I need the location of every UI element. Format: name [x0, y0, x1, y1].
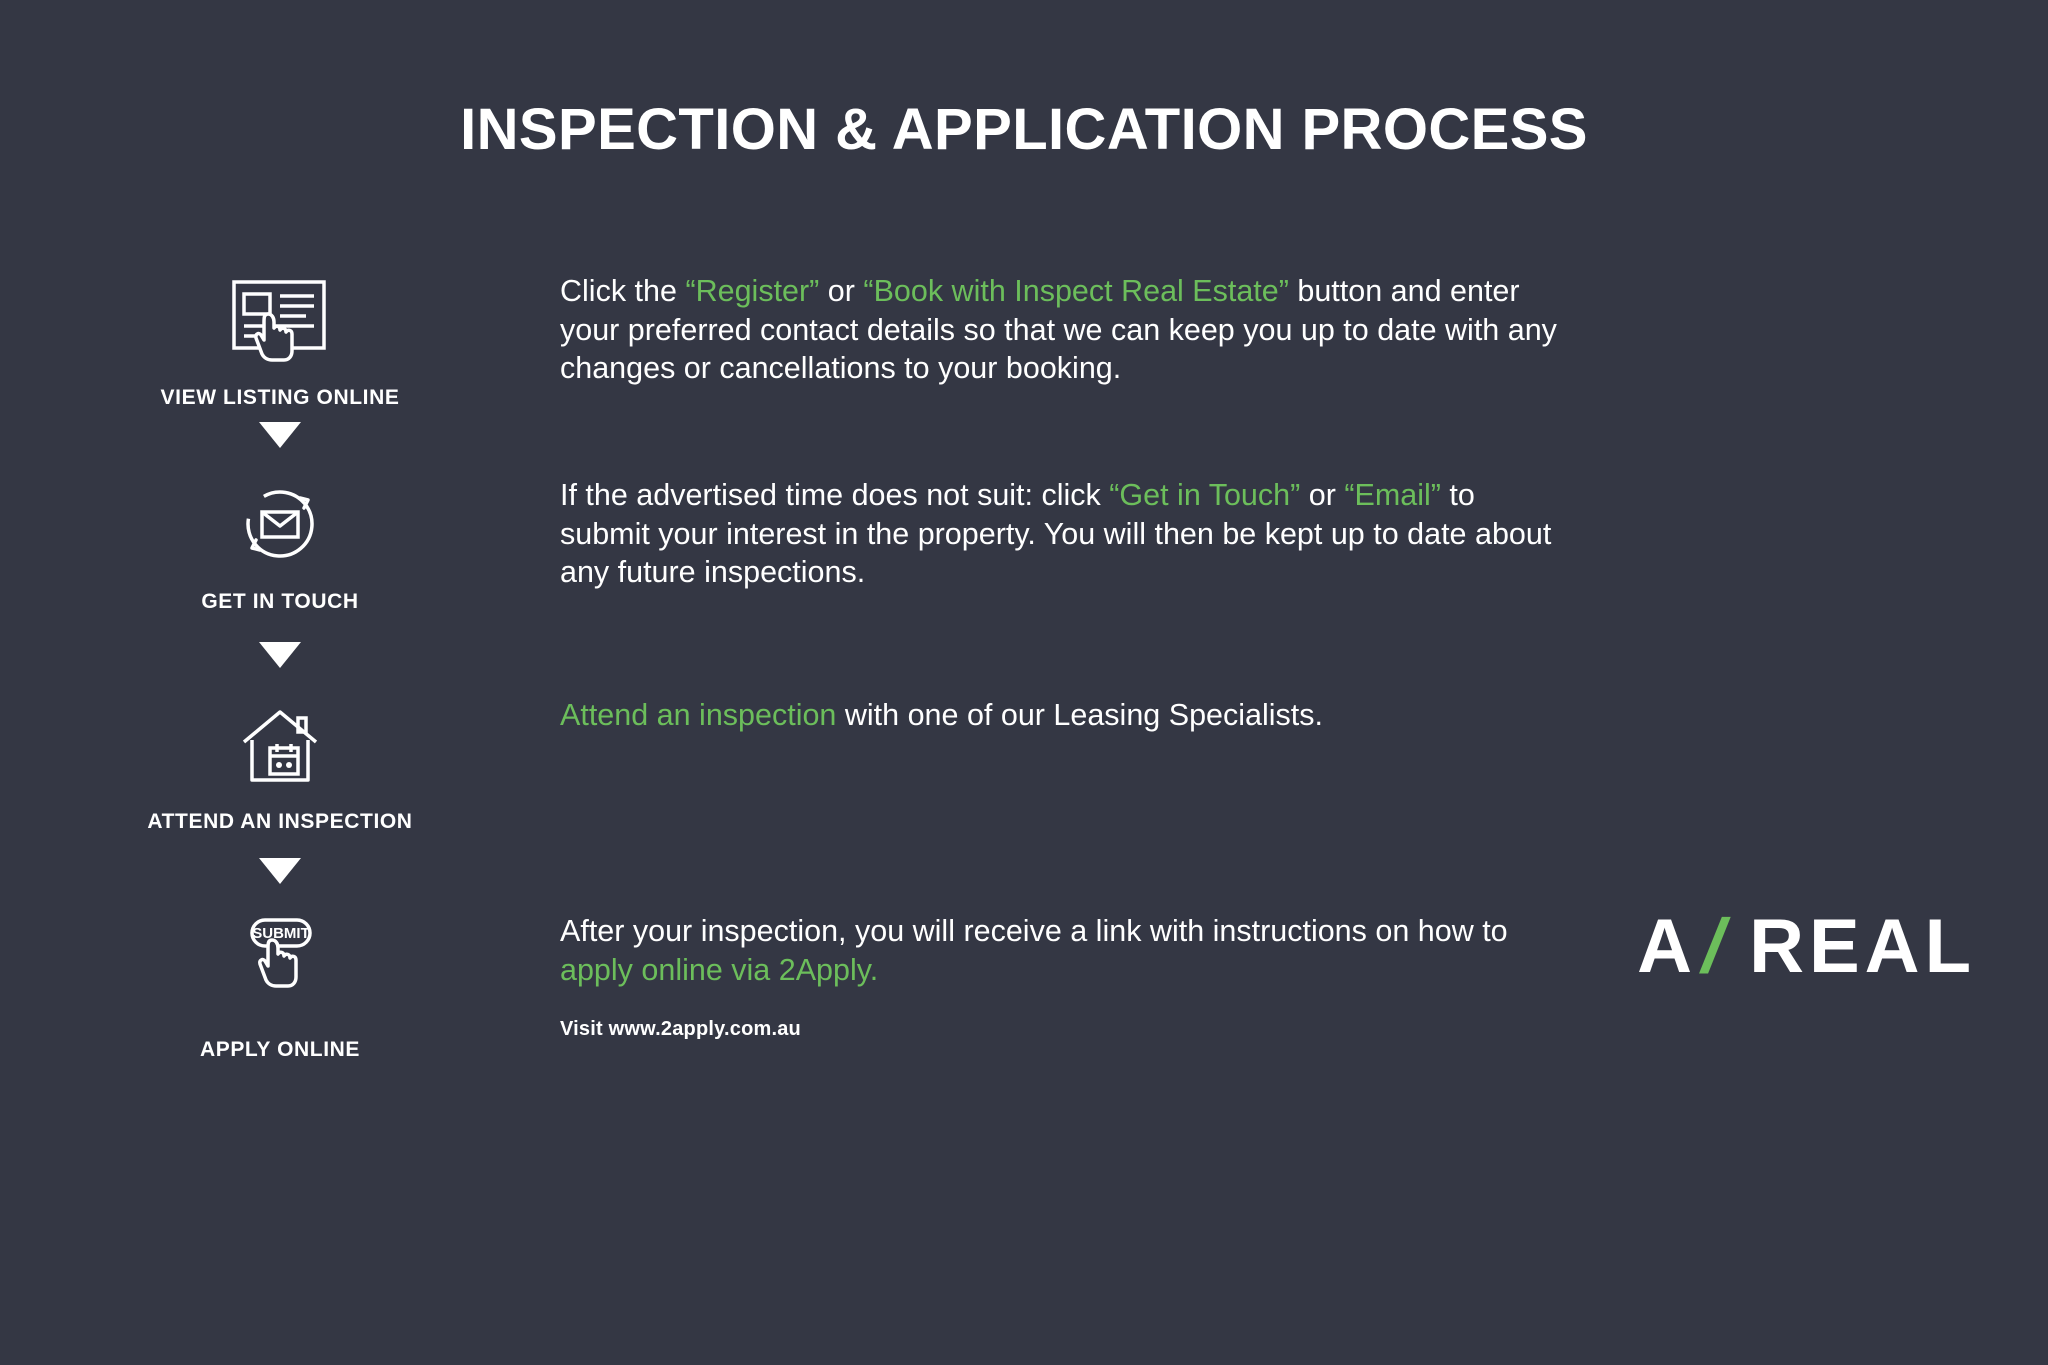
step-4-label: APPLY ONLINE [199, 1038, 361, 1061]
step-3-arrow-wrap [0, 858, 560, 884]
step-2-text [560, 476, 1680, 592]
logo-word-real: REAL [1749, 904, 1976, 989]
step-3-label: ATTEND AN INSPECTION [147, 810, 413, 833]
down-arrow-icon [259, 422, 301, 448]
step-1-part-1: “Register” [685, 274, 820, 308]
step-1-part-0: Click the [560, 274, 686, 308]
step-4-part-1: apply online via 2Apply. [560, 952, 879, 987]
step-1-part-3: “Book with Inspect Real Estate” [863, 274, 1289, 308]
step-attend-an-inspection [0, 696, 2048, 884]
down-arrow-icon [259, 858, 301, 884]
step-2-part-4: to submit your interest in the property. You will then be kept up to date about any future inspections. [560, 478, 1552, 590]
step-2-part-0: If the advertised time does not suit: click [560, 478, 1110, 512]
step-3-text [560, 696, 1680, 735]
step-1-part-4: button and enter your preferred contact details so that we can keep you up to date with any changes or cancellations to your booking. [560, 274, 1557, 386]
page-title: INSPECTION & APPLICATION PROCESS [460, 97, 1588, 162]
step-3-part-0: Attend an inspection [560, 698, 837, 732]
svg-text:SUBMIT: SUBMIT [252, 925, 310, 942]
brand-logo [1637, 903, 1976, 990]
envelope-refresh-icon [220, 476, 340, 576]
house-calendar-icon [220, 696, 340, 796]
submit-button-cursor-icon [220, 912, 340, 1024]
step-3-part-1: with one of our Leasing Specialists. [836, 698, 1323, 732]
step-1-icon-column [0, 272, 560, 410]
step-2-part-2: or [1300, 478, 1345, 512]
step-2-arrow-wrap [0, 642, 560, 668]
step-1-arrow-wrap [0, 422, 560, 448]
step-4-part-0: After your inspection, you will receive a link with instructions on how to [560, 914, 1508, 948]
step-2-part-3: “Email” [1344, 478, 1441, 512]
step-2-label: GET IN TOUCH [201, 590, 359, 613]
visit-note: Visit www.2apply.com.au [560, 1018, 801, 1041]
logo-letter-a: A [1637, 904, 1694, 989]
logo-slash: / [1694, 904, 1737, 989]
step-4-text [560, 912, 1680, 1043]
step-2-part-1: “Get in Touch” [1109, 478, 1301, 512]
step-view-listing-online [0, 272, 2048, 448]
step-3-icon-column [0, 696, 560, 834]
step-get-in-touch [0, 476, 2048, 668]
step-4-icon-column [0, 912, 560, 1062]
listing-window-cursor-icon [220, 272, 340, 372]
down-arrow-icon [259, 642, 301, 668]
step-1-part-2: or [819, 274, 864, 308]
step-1-label: VIEW LISTING ONLINE [160, 386, 400, 409]
step-1-text [560, 272, 1680, 388]
step-2-icon-column [0, 476, 560, 614]
